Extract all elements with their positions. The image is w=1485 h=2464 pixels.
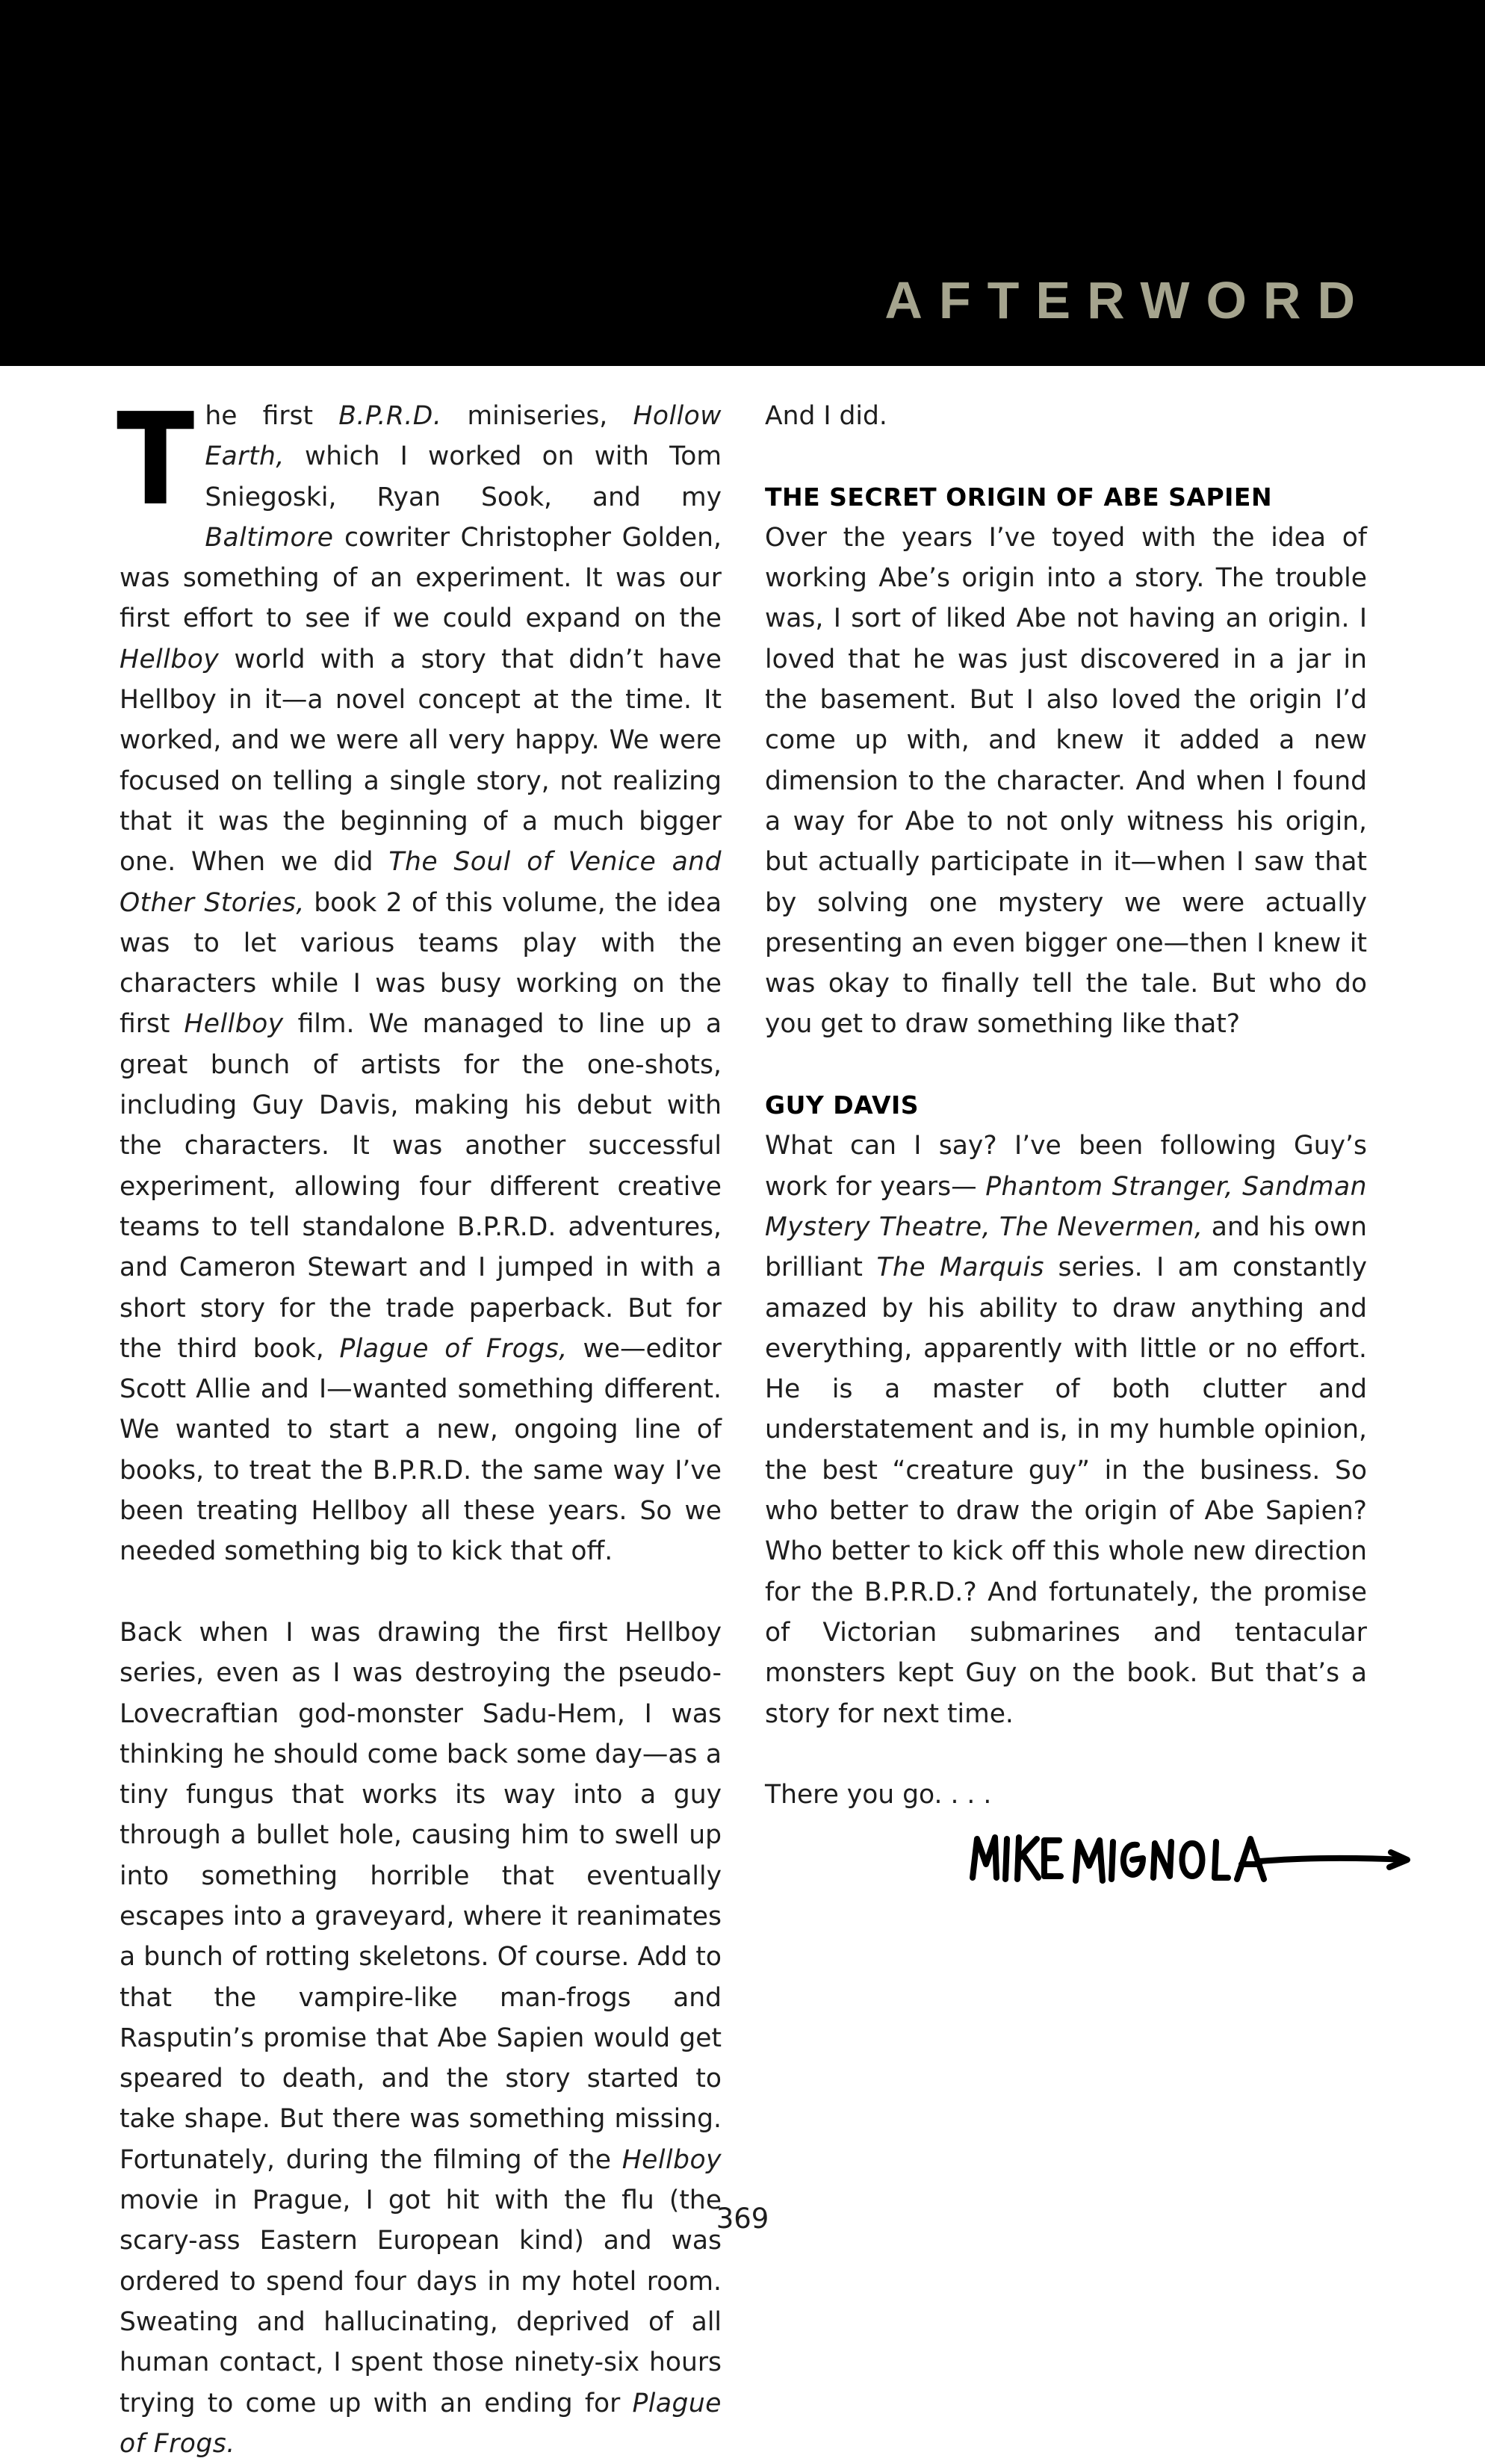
- header-band: [0, 0, 1485, 366]
- italic-title-the-marquis: The Marquis: [876, 1253, 1045, 1283]
- text-run: he first: [205, 401, 339, 431]
- text-run: movie in Prague, I got hit with the flu (the scary-ass Eastern European kind) and was ordered to spend four days in my hotel room. Sweating and hallucinating, deprived of all human contact, I spent those ninety-six hours trying to come up with an ending for: [120, 2185, 722, 2418]
- section-heading-guy-davis: GUY DAVIS: [765, 1090, 920, 1120]
- text-run: Back when I was drawing the first Hellboy series, even as I was destroying the pseudo-Lovecraftian god-monster Sadu-Hem, I was thinking he should come back some day—as a tiny fungus that works its way into a guy through a bullet hole, causing him to swell up into something horrible that eventually escapes into a graveyard, where it reanimates a bunch of rotting skeletons. Of course. Add to that the vampire-like man-frogs and Rasputin’s promise that Abe Sapien would get speared to death, and the story started to take shape. But there was something missing. Fortunately, during the filming of the: [120, 1617, 722, 2175]
- drop-cap: T: [117, 386, 195, 534]
- text-run: world with a story that didn’t have Hellboy in it—a novel concept at the time. It worked, and we were all very happy. We were focused on telling a single story, not realizing that it was the beginning of a much bigger one. When we did: [120, 644, 722, 878]
- paragraph-2: [120, 1613, 722, 2464]
- text-run: film. We managed to line up a great bunch of artists for the one-shots, including Guy Davis, making his debut with the characters. It was another successful experiment, allowing four different creative teams to tell standalone B.P.R.D. adventures, and Cameron Stewart and I jumped in with a short story for the trade paperback. But for the third book,: [120, 1009, 722, 1364]
- italic-title-hellboy: Hellboy: [120, 644, 220, 674]
- section-body-guy-davis: [765, 1126, 1367, 1734]
- right-column: [765, 396, 1367, 1908]
- italic-title-soul-of-venice: The Soul of Venice and Other Stories,: [120, 847, 722, 918]
- text-run: book 2 of this volume, the idea was to let various teams play with the characters while I was busy working on the first: [120, 887, 722, 1040]
- italic-title-hellboy: Hellboy: [184, 1009, 284, 1040]
- italic-title-hollow-earth: Hollow Earth,: [205, 401, 722, 472]
- page-title: AFTERWORD: [884, 271, 1371, 329]
- text-run: we—editor Scott Allie and I—wanted something different. We wanted to start a new, ongoing line of books, to treat the B.P.R.D. the same way I’ve been treating Hellboy all these years. So we needed something big to kick that off.: [120, 1333, 722, 1567]
- text-run: miniseries,: [441, 401, 633, 431]
- page-number: 369: [716, 2203, 769, 2235]
- italic-title-bprd: B.P.R.D.: [338, 401, 442, 431]
- italic-title-plague-of-frogs: Plague of Frogs.: [120, 2388, 722, 2459]
- text-run: which I worked on with Tom Sniegoski, Ryan Sook, and my: [205, 441, 722, 512]
- opening-line: And I did.: [765, 401, 887, 431]
- text-run: and his own brilliant: [765, 1211, 1368, 1283]
- italic-title-hellboy: Hellboy: [621, 2144, 722, 2175]
- signature-image: [967, 1825, 1415, 1908]
- text-run: What can I say? I’ve been following Guy’s work for years—: [765, 1131, 1367, 1202]
- italic-title-baltimore: Baltimore: [205, 522, 334, 553]
- paragraph-1: [117, 386, 722, 1572]
- italic-titles-comics: Phantom Stranger, Sandman Mystery Theatre, The Nevermen,: [765, 1171, 1367, 1242]
- text-run: series. I am constantly amazed by his ability to draw anything and everything, apparently with little or no effort. He is a master of both clutter and understatement and is, in my humble opinion, the best “creature guy” in the business. So who better to draw the origin of Abe Sapien? Who better to kick off this whole new direction for the B.P.R.D.? And fortunately, the promise of Victorian submarines and tentacular monsters kept Guy on the book. But that’s a story for next time.: [765, 1253, 1367, 1729]
- left-column: [117, 386, 722, 2464]
- section-heading-abe-sapien: THE SECRET ORIGIN OF ABE SAPIEN: [765, 482, 1273, 512]
- section-body-abe-sapien: Over the years I’ve toyed with the idea of working Abe’s origin into a story. The trouble was, I sort of liked Abe not having an origin. I loved that he was just discovered in a jar in the basement. But I also loved the origin I’d come up with, and knew it added a new dimension to the character. And when I found a way for Abe to not only witness his origin, but actually participate in it—when I saw that by solving one mystery we were actually presenting an even bigger one—then I knew it was okay to finally tell the tale. But who do you get to draw something like that?: [765, 522, 1367, 1040]
- text-run: cowriter Christopher Golden, was something of an experiment. It was our first effort to see if we could expand on the: [120, 522, 722, 634]
- italic-title-plague-of-frogs: Plague of Frogs,: [339, 1333, 568, 1364]
- closing-line: There you go. . . .: [765, 1780, 992, 1810]
